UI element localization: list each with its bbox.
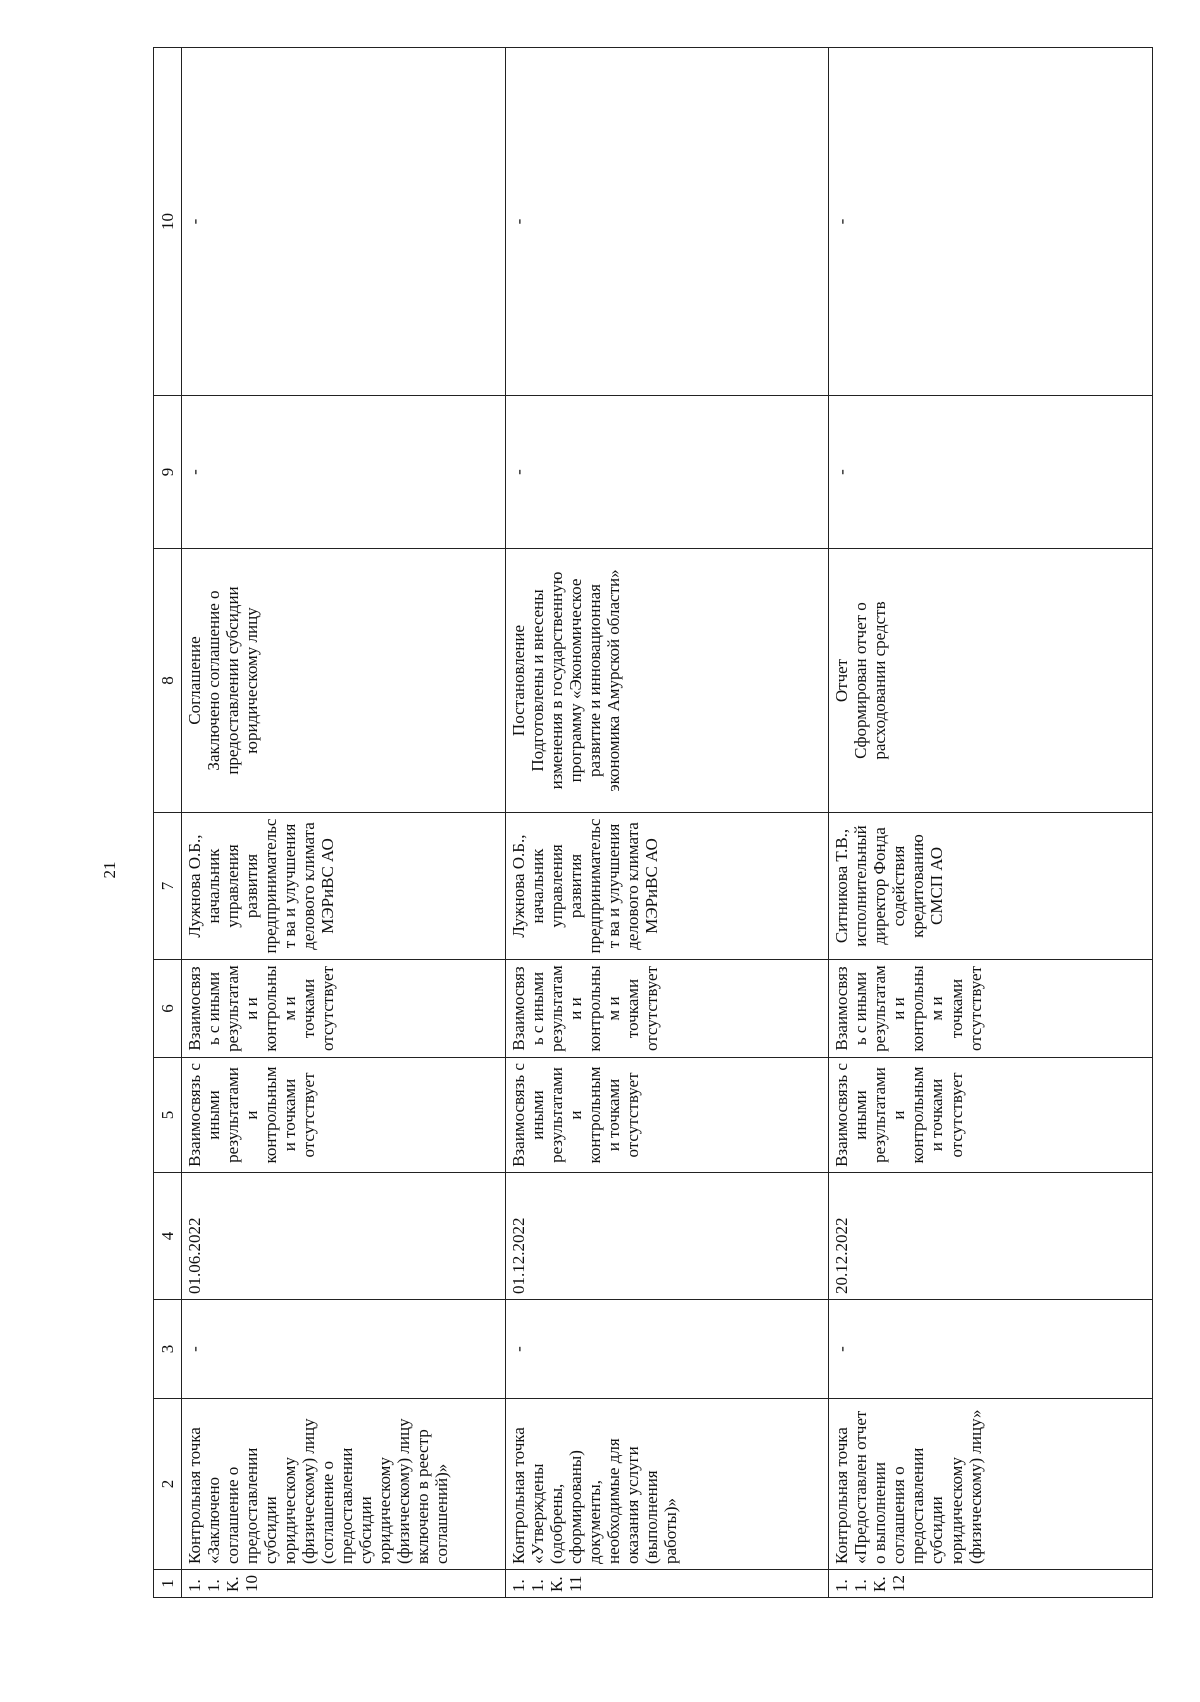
table-row: [182, 48, 506, 1598]
col-header-1: 1: [154, 1570, 182, 1598]
col-10-value: -: [829, 48, 1153, 396]
col-header-7: 7: [154, 813, 182, 960]
col-9-value: -: [505, 396, 829, 549]
document-title: Соглашение: [185, 636, 204, 725]
document-title: Отчет: [832, 658, 852, 703]
col-3-value: -: [505, 1300, 829, 1399]
col-3-value: -: [182, 1300, 506, 1399]
col-10-value: -: [182, 48, 506, 396]
relation-results: Взаимосвязь с иными результатами и контрольным и точками отсутствует: [505, 1058, 829, 1173]
responsible-person: Ситникова Т.В., исполнительный директор Фонда содействия кредитованию СМСП АО: [829, 813, 1153, 960]
relation-points: Взаимосвязь с иными результатами и контрольным и точками отсутствует: [829, 960, 1153, 1058]
table-row: [505, 48, 829, 1598]
col-header-3: 3: [154, 1300, 182, 1399]
date: 01.06.2022: [182, 1173, 506, 1300]
relation-points: Взаимосвязь с иными результатами и контрольным и точками отсутствует: [182, 960, 506, 1058]
col-header-4: 4: [154, 1173, 182, 1300]
control-points-table: [153, 47, 1153, 1598]
document-cell: [505, 549, 829, 813]
col-9-value: -: [829, 396, 1153, 549]
col-header-5: 5: [154, 1058, 182, 1173]
document-description: Заключено соглашение о предоставлении субсидии юридическому лицу: [204, 586, 262, 775]
col-header-2: 2: [154, 1399, 182, 1570]
responsible-person: Лужнова О.Б., начальник управления развития предпринимательст ва и улучшения делового климата МЭРиВС АО: [182, 813, 506, 960]
document-cell: [829, 549, 1153, 813]
control-point-name: Контрольная точка «Заключено соглашение о предоставлении субсидии юридическому (физическому) лицу (соглашение о предоставлении субсидии юридическому (физическому) лицу включено в реестр соглашений)»: [182, 1399, 506, 1570]
col-header-9: 9: [154, 396, 182, 549]
col-10-value: -: [505, 48, 829, 396]
page-number: 21: [100, 861, 119, 879]
date: 01.12.2022: [505, 1173, 829, 1300]
document-title: Постановление: [508, 624, 528, 737]
row-id: 1.1. К.11: [505, 1570, 829, 1598]
row-id: 1.1. К.12: [829, 1570, 1153, 1598]
control-point-name: Контрольная точка «Предоставлен отчет о выполнении соглашения о предоставлении субсидии юридическому (физическому) лицу»: [829, 1399, 1153, 1570]
document-description: Подготовлены и внесены изменения в государственную программу «Экономическое развитие и инновационная экономика Амурской области»: [527, 569, 623, 792]
relation-points: Взаимосвязь с иными результатами и контрольным и точками отсутствует: [505, 960, 829, 1058]
control-point-name: Контрольная точка «Утверждены (одобрены, сформированы) документы, необходимые для оказания услуги (выполнения работы)»: [505, 1399, 829, 1570]
date: 20.12.2022: [829, 1173, 1153, 1300]
document-description: Сформирован отчет о расходовании средств: [851, 601, 890, 760]
table-row: [829, 48, 1153, 1598]
relation-results: Взаимосвязь с иными результатами и контрольным и точками отсутствует: [182, 1058, 506, 1173]
col-header-10: 10: [154, 48, 182, 396]
responsible-person: Лужнова О.Б., начальник управления развития предпринимательст ва и улучшения делового климата МЭРиВС АО: [505, 813, 829, 960]
col-header-8: 8: [154, 549, 182, 813]
row-id: 1.1. К.10: [182, 1570, 506, 1598]
header-row: [154, 48, 182, 1598]
relation-results: Взаимосвязь с иными результатами и контрольным и точками отсутствует: [829, 1058, 1153, 1173]
rotated-table-container: [153, 48, 1153, 1598]
col-9-value: -: [182, 396, 506, 549]
col-header-6: 6: [154, 960, 182, 1058]
col-3-value: -: [829, 1300, 1153, 1399]
document-cell: [182, 549, 506, 813]
